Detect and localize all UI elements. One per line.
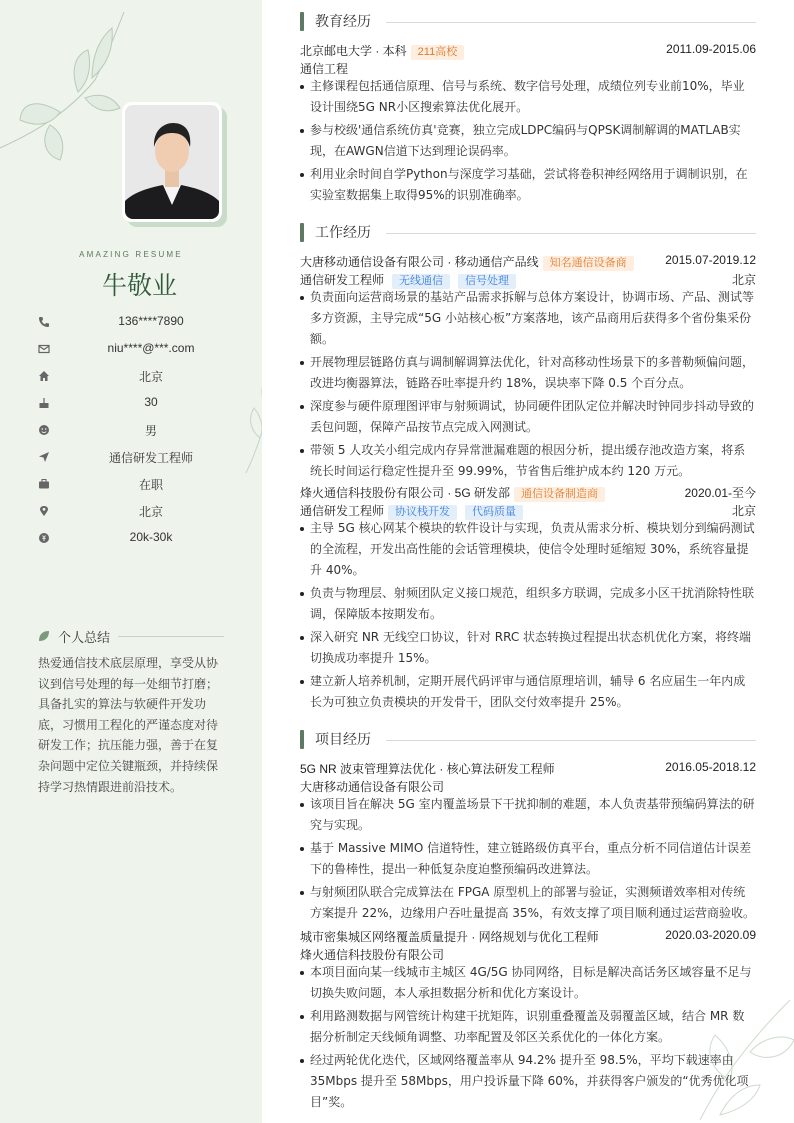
projects-section-heading — [300, 729, 756, 751]
list-item: 经过两轮优化迭代，区域网络覆盖率从 94.2% 提升至 98.5%，平均下载速率由 35Mbps 提升至 58Mbps，用户投诉量下降 60%，并获得客户颁发的“优秀优化项目”奖。 — [300, 1050, 756, 1113]
briefcase-icon — [38, 478, 50, 490]
salary-icon — [38, 532, 50, 544]
section-accent-bar — [300, 12, 304, 31]
list-item: 参与校级'通信系统仿真'竞赛，独立完成LDPC编码与QPSK调制解调的MATLAB实现，在AWGN信道下达到理论误码率。 — [300, 120, 756, 162]
info-home — [38, 368, 238, 386]
status-text: 在职 — [138, 478, 163, 492]
job-role-row — [300, 271, 756, 288]
education-header — [300, 42, 756, 59]
job-period: 2020.01-至今 — [684, 486, 756, 500]
list-item: 基于 Massive MIMO 信道特性，建立链路级仿真平台，重点分析不同信道估计误差下的鲁棒性，提出一种低复杂度迫整预编码改进算法。 — [300, 838, 756, 880]
list-item: 本项目面向某一线城市主城区 4G/5G 协同网络，目标是解决高话务区域容量不足与切换失败问题，本人承担数据分析和优化方案设计。 — [300, 962, 756, 1004]
list-item: 建立新人培养机制，定期开展代码评审与通信原理培训，辅导 6 名应届生一年内成长为可独立负责模块的开发骨干，团队交付效率提升 25%。 — [300, 671, 756, 713]
list-item: 深度参与硬件原理图评审与射频调试，协同硬件团队定位并解决时钟同步抖动导致的丢包问题，保障产品按节点完成入网测试。 — [300, 396, 756, 438]
project-bullets — [300, 794, 756, 926]
section-accent-bar — [300, 223, 304, 242]
summary-title: 个人总结 — [58, 631, 111, 646]
info-phone — [38, 314, 238, 332]
resume-tagline: AMAZING RESUME — [79, 250, 183, 259]
send-icon — [38, 451, 50, 463]
work-section-heading — [300, 222, 756, 244]
birthday-cake-icon — [38, 397, 50, 409]
home-text: 北京 — [138, 370, 163, 384]
leaf-icon — [38, 630, 50, 642]
school-badge: 211高校 — [411, 45, 465, 60]
job-header — [300, 484, 756, 501]
skill-tag: 无线通信 — [392, 274, 450, 289]
summary-heading — [38, 627, 224, 645]
home-icon — [38, 370, 50, 382]
project-org-row — [300, 778, 756, 795]
candidate-name: 牛敬业 — [101, 271, 177, 300]
phone-icon — [38, 316, 50, 328]
divider — [386, 740, 756, 741]
list-item: 深入研究 NR 无线空口协议，针对 RRC 状态转换过程提出状态机优化方案，将终端切换成功率提升 15%。 — [300, 627, 756, 669]
project-period: 2020.03-2020.09 — [665, 928, 756, 942]
position-text: 通信研发工程师 — [108, 451, 193, 465]
avatar — [125, 105, 219, 219]
section-title: 项目经历 — [315, 732, 371, 748]
project-period: 2016.05-2018.12 — [665, 760, 756, 774]
project-name: 城市密集城区网络覆盖质量提升 · 网络规划与优化工程师 — [300, 930, 599, 944]
job-bullets — [300, 518, 756, 715]
email-icon — [38, 343, 50, 355]
location-pin-icon — [38, 505, 50, 517]
skill-tag: 信号处理 — [458, 274, 516, 289]
gender-icon — [38, 424, 50, 436]
email-text: niu****@***.com — [107, 341, 195, 355]
list-item: 利用路测数据与网管统计构建干扰矩阵，识别重叠覆盖及弱覆盖区域，结合 MR 数据分析制定天线倾角调整、功率配置及邻区关系优化的一体化方案。 — [300, 1006, 756, 1048]
section-accent-bar — [300, 730, 304, 749]
education-major-row — [300, 60, 756, 77]
salary-text: 20k-30k — [129, 530, 173, 544]
job-city: 北京 — [731, 504, 756, 518]
company-badge: 知名通信设备商 — [543, 256, 634, 271]
job-city: 北京 — [731, 273, 756, 287]
list-item: 利用业余时间自学Python与深度学习基础，尝试将卷积神经网络用于调制识别，在实验室数据集上取得95%的识别准确率。 — [300, 164, 756, 206]
list-item: 该项目旨在解决 5G 室内覆盖场景下干扰抑制的难题，本人负责基带预编码算法的研究与实现。 — [300, 794, 756, 836]
sidebar — [0, 0, 262, 1123]
school-name: 北京邮电大学 · 本科 — [300, 44, 407, 58]
project-name: 5G NR 波束管理算法优化 · 核心算法研发工程师 — [300, 762, 555, 776]
list-item: 与射频团队联合完成算法在 FPGA 原型机上的部署与验证，实测频谱效率相对传统方案提升 22%，边缘用户吞吐量提高 35%，有效支撑了项目顺利通过运营商验收。 — [300, 882, 756, 924]
company-name: 烽火通信科技股份有限公司 · 5G 研发部 — [300, 486, 511, 500]
photo-frame — [122, 102, 222, 222]
job-header — [300, 253, 756, 270]
divider — [118, 636, 224, 637]
divider — [386, 22, 756, 23]
education-period: 2011.09-2015.06 — [666, 42, 756, 56]
job-role: 通信研发工程师 — [300, 273, 385, 287]
project-org-row — [300, 946, 756, 963]
info-position — [38, 449, 238, 467]
education-bullets — [300, 76, 756, 208]
job-role-row — [300, 502, 756, 519]
info-location — [38, 503, 238, 521]
job-bullets — [300, 287, 756, 484]
gender-text: 男 — [144, 424, 157, 438]
phone-text: 136****7890 — [118, 314, 184, 328]
summary-text: 热爱通信技术底层原理，享受从协议到信号处理的每一处细节打磨；具备扎实的算法与软硬件开发功底，习惯用工程化的严谨态度对待研发工作；抗压能力强，善于在复杂问题中定位关键瓶颈，并持续保持学习热情跟进前沿技术。 — [38, 656, 219, 794]
skill-tag: 代码质量 — [465, 505, 523, 520]
info-status — [38, 476, 238, 494]
job-period: 2015.07-2019.12 — [665, 253, 756, 267]
project-org: 大唐移动通信设备有限公司 — [300, 780, 445, 794]
avatar-portrait-icon — [125, 105, 219, 219]
divider — [386, 233, 756, 234]
info-age — [38, 395, 238, 413]
project-org: 烽火通信科技股份有限公司 — [300, 948, 445, 962]
list-item: 负责与物理层、射频团队定义接口规范，组织多方联调，完成多小区干扰消除特性联调，保障版本按期发布。 — [300, 583, 756, 625]
location-text: 北京 — [138, 505, 163, 519]
list-item: 负责面向运营商场景的基站产品需求拆解与总体方案设计，协调市场、产品、测试等多方资源，主导完成“5G 小站核心板”方案落地，该产品商用后获得多个省份集采份额。 — [300, 287, 756, 350]
company-name: 大唐移动通信设备有限公司 · 移动通信产品线 — [300, 255, 539, 269]
project-header — [300, 928, 756, 945]
info-gender — [38, 422, 238, 440]
job-role: 通信研发工程师 — [300, 504, 385, 518]
info-salary — [38, 530, 238, 548]
project-bullets — [300, 962, 756, 1115]
age-text: 30 — [144, 395, 158, 409]
list-item: 主导 5G 核心网某个模块的软件设计与实现，负责从需求分析、模块划分到编码测试的全流程，开发出高性能的会话管理模块，使信令处理时延缩短 30%，系统容量提升 40%。 — [300, 518, 756, 581]
education-section-heading — [300, 11, 756, 33]
list-item: 主修课程包括通信原理、信号与系统、数字信号处理，成绩位列专业前10%，毕业设计围绕5G NR小区搜索算法优化展开。 — [300, 76, 756, 118]
list-item: 带领 5 人攻关小组完成内存异常泄漏难题的根因分析，提出缓存池改造方案，将系统长时间运行稳定性提升至 99.99%，节省售后维护成本约 120 万元。 — [300, 440, 756, 482]
section-title: 教育经历 — [315, 14, 371, 30]
info-email — [38, 341, 238, 359]
skill-tag: 协议栈开发 — [388, 505, 457, 520]
project-header — [300, 760, 756, 777]
list-item: 开展物理层链路仿真与调制解调算法优化，针对高移动性场景下的多普勒频偏问题，改进均衡器算法，链路吞吐率提升约 18%，误块率下降 0.5 个百分点。 — [300, 352, 756, 394]
company-badge: 通信设备制造商 — [514, 487, 605, 502]
education-major: 通信工程 — [300, 62, 349, 76]
section-title: 工作经历 — [315, 225, 371, 241]
